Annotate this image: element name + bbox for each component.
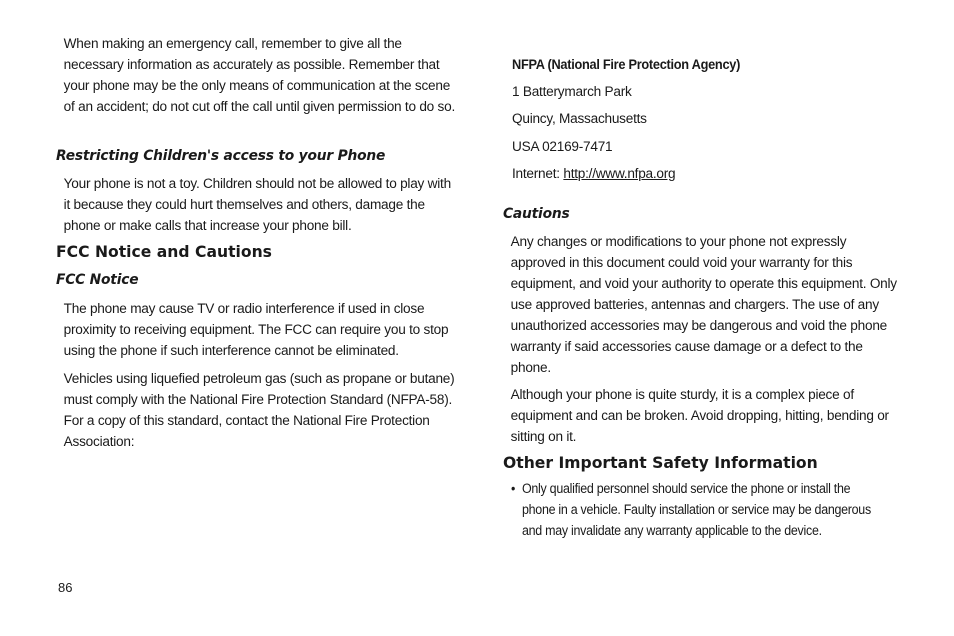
restricting-children-heading: Restricting Children's access to your Phone [56,148,386,164]
bullet-marker: • [511,481,516,496]
cautions-heading: Cautions [503,206,570,222]
nfpa-website-link[interactable]: http://www.nfpa.org [563,166,676,182]
nfpa-heading: NFPA (National Fire Protection Agency) [512,57,741,72]
address-line-2: Quincy, Massachusetts [512,111,647,127]
lpg-vehicles-paragraph: Vehicles using liquefied petroleum gas (such as propane or butane) must comply with the National Fire Protection Standard (NFPA-58). For a copy of this standard, contact the National Fire Protection Association: [63,371,455,450]
page-number: 86 [58,580,73,595]
fcc-interference-paragraph: The phone may cause TV or radio interference if used in close proximity to receiving equipment. The FCC can require you to stop using the phone if such interference cannot be eliminated. [63,301,449,359]
children-paragraph: Your phone is not a toy. Children should not be allowed to play with it because they could hurt themselves and others, damage the phone or make calls that increase your phone bill. [63,176,451,234]
cautions-paragraph-2: Although your phone is quite sturdy, it is a complex piece of equipment and can be broken. Avoid dropping, hitting, bending or sitting on it. [510,387,889,445]
internet-line [512,164,892,185]
emergency-call-paragraph: When making an emergency call, remember to give all the necessary information as accurately as possible. Remember that your phone may be the only means of communication at the scene of an accident; do not cut off the call until given permission to do so. [63,36,456,115]
cautions-paragraph-1: Any changes or modifications to your phone not expressly approved in this document could void your warranty for this equipment, and void your authority to operate this equipment. Only use approved batteries, antennas and chargers. The use of any unauthorized accessories may be dangerous and void the phone warranty if said accessories cause damage or a defect to the phone. [510,234,897,376]
internet-label: Internet: [512,166,564,182]
fcc-notice-heading: FCC Notice [56,272,139,288]
bullet-text: Only qualified personnel should service the phone or install the phone in a vehicle. Faulty installation or service may be dangerous and may invalidate any warranty applicable to the device. [522,481,871,538]
address-line-3: USA 02169-7471 [512,139,613,155]
bullet-list-item [511,478,911,541]
fcc-notice-cautions-heading: FCC Notice and Cautions [56,243,272,261]
other-safety-heading: Other Important Safety Information [503,454,818,472]
address-line-1: 1 Batterymarch Park [512,84,632,100]
